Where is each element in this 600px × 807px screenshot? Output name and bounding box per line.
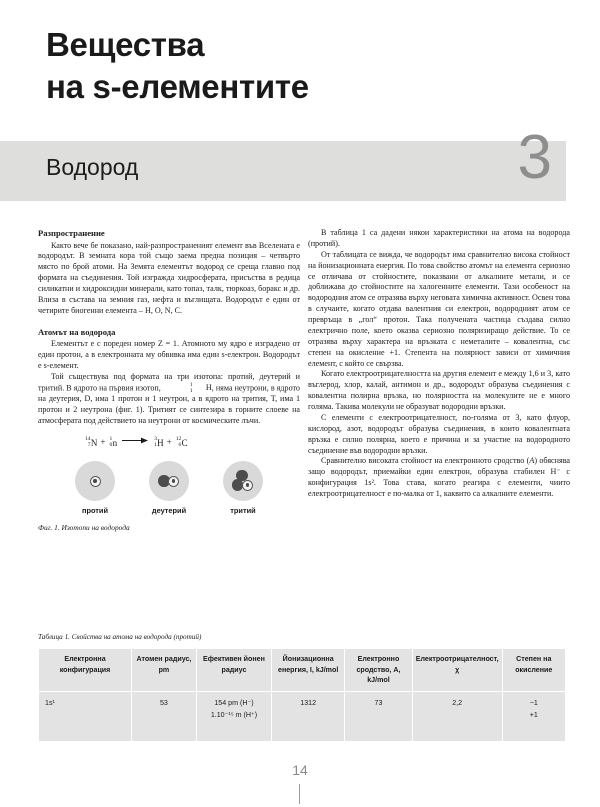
table-header-row [39,649,566,692]
isotope-symbol: H [205,383,212,393]
carbon-numbers: 12 6 [175,436,182,448]
equation-plus-1: + [100,437,106,448]
carbon-symbol: C [181,437,188,448]
isotope-figure [38,461,300,516]
column-header-atomic-radius: Атомен радиус, pm [132,649,197,692]
paragraph-right-3: Когато електроотрицателността на другия елемент е между 1,6 и 3, като въглерод, хлор, калай, антимон и др., водородът образува съединения с ковалентна полирна връзка, но полярността на молекулите не е много голяма. Такива молекули не образуват водородни връзки. [308,369,570,411]
proton-particle [90,476,101,487]
isotope-label: протий [81,506,108,516]
isotope-tritium [217,461,269,516]
page-title-line-1: Вещества [46,26,205,63]
cell-effective-ion-radius [196,691,271,741]
chapter-band [0,123,566,201]
proton-particle [242,480,253,491]
cell-atomic-radius: 53 [132,691,197,741]
cell-oxidation-state-line-1: −1 [529,698,538,707]
isotope-protium [69,461,121,516]
cell-effective-ion-radius-line-1: 154 pm (H⁻) [214,698,254,707]
column-header-electron-affinity: Електронно сродство, A, kJ/mol [345,649,413,692]
neutron-numbers: 1 0 [109,436,113,448]
heading-distribution: Разпространение [38,228,105,238]
tritium-nucleus-diagram [223,461,263,501]
table-row [39,691,566,741]
column-header-electron-configuration: Електронна конфигурация [39,649,132,692]
tritium-symbol: H [157,437,164,448]
chapter-title: Водород [46,154,139,180]
paragraph-atom-2-part-b: , няма неутрони, в ядрото на деутерия, D, има 1 протон и 1 неутрон, а в ядрото на трития, T, има 1 протон и 2 неутрона (фиг. 1). Тритият се синтезира в горните слоеве на атмосферата под действието на неутрони от космическите лъчи. [38,383,300,426]
heading-hydrogen-atom: Атомът на водорода [38,326,116,337]
paragraph-right-1: В таблица 1 са дадени някои характеристики на атома на водорода (протий). [308,228,570,248]
column-header-electronegativity: Електроотрицателност, χ [412,649,502,692]
equation-reactant-neutron [108,436,117,449]
right-column [308,228,570,500]
paragraph-atom-2-part-a: Той съществува под формата на три изотопа: протий, деутерий и тритий. В ядрото на първия изотоп, [38,371,300,393]
page-number: 14 [292,762,308,778]
nitrogen-numbers: 14 7 [85,436,91,448]
properties-table [38,648,566,742]
deuterium-nucleus-diagram [149,461,189,501]
left-column [38,228,300,533]
table-caption: Таблица 1. Свойства на атома на водорода (протий) [38,633,202,641]
cell-electronegativity: 2,2 [412,691,502,741]
page-title-line-2: на s-елементите [46,67,309,105]
cell-oxidation-state [502,691,565,741]
isotope-label: тритий [230,506,256,516]
cell-oxidation-state-line-2: +1 [529,710,538,719]
column-header-effective-ion-radius: Ефективен йонен радиус [196,649,271,692]
electron-affinity-symbol: A [529,456,535,466]
isotope-mass-numbers: 1 1 [189,381,193,394]
cell-ionization-energy: 1312 [272,691,345,741]
paragraph-right-2: От таблицата се вижда, че водородът има сравнително висока стойност на йонизационната енергия. По това свойство атомът на елемента сериозно се отличава от стойностите, показвани от алкалните метали, и се доближава до стойностите на халогенните елементи. Тази особеност на водородния атом се отразява върху неговата химична активност. Освен това в случаите, когато отдава валентния си електрон, водородният атом се превръща в „гол“ протон. Така получената частица създава силно електрично поле, което оказва сериозно поляризиращо действие. То се отразява върху характера на връзката с неметалите – ковалентна, със степен на окисление +1. Степента на полярност зависи от химичния елемент, с който се свързва. [308,249,570,368]
proton-particle [168,476,179,487]
paragraph-right-4: С елементи с електроотрицателност, по-голяма от 3, като флуор, кислород, азот, водородът образува съединения, в които ковалентната връзка е силно полярна, което е причина и за участие на водородното съединение във водородни връзки. [308,412,570,455]
neutron-symbol: n [112,437,118,448]
column-header-ionization-energy: Йонизационна енергия, I, kJ/mol [272,649,345,692]
folio-rule [299,784,300,804]
nitrogen-symbol: N [90,437,98,448]
paragraph-atom-2 [38,372,300,427]
isotope-label: деутерий [151,506,187,516]
cell-electron-affinity: 73 [345,691,413,741]
page-title [46,24,566,108]
cell-effective-ion-radius-line-2: 1.10⁻¹⁵ m (H⁺) [210,710,258,719]
column-header-oxidation-state: Степен на окисление [502,649,565,692]
nuclear-equation [38,436,300,449]
equation-product-tritium [153,436,164,449]
paragraph-atom-1: Елементът е с пореден номер Z = 1. Атомното му ядро е изградено от един протон, а в електронната му обвивка има един s-електрон. Водородът е s-елемент. [38,339,300,370]
paragraph-right-5 [308,456,570,500]
cell-electron-configuration: 1s¹ [39,691,132,741]
isotope-notation-protium [163,383,212,395]
protium-nucleus-diagram [75,461,115,501]
paragraph-right-5-part-a: Сравнително високата стойност на електронното сродство ( [321,456,530,466]
equation-product-carbon [175,436,188,449]
equation-reactant-nitrogen [84,436,97,449]
tritium-numbers: 3 1 [154,436,157,448]
reaction-arrow-icon [122,437,148,444]
isotope-deuterium [143,461,195,516]
equation-plus-2: + [166,437,172,448]
figure-caption: Фиг. 1. Изотопи на водорода [38,523,130,532]
paragraph-distribution: Както вече бе показано, най-разпространеният елемент във Вселената е водородът. В земната кора той също заема предна позиция – четвърто място по брой атоми. На Земята елементът водород се среща главно под формата на съединения. Той изгражда хидросферата, присъства в редица силикатни и хидроксидни минерали, като топаз, талк, тюркоаз, боракс и др. Влиза в състава на земния газ, нефта и въглищата. Водородът е един от четирите биогенни елемента – H, O, N, C. [38,240,300,315]
paragraph-right-5-part-b: ) обяснява защо водородът, приемайки един електрон, образува стабилен H⁻ с конфигурация 1s². Това става, когато реагира с елементи, чиито електроотрицателност е по-малка от 1, каквито са алкалните елементи. [308,456,570,498]
chapter-number: 3 [517,123,552,192]
